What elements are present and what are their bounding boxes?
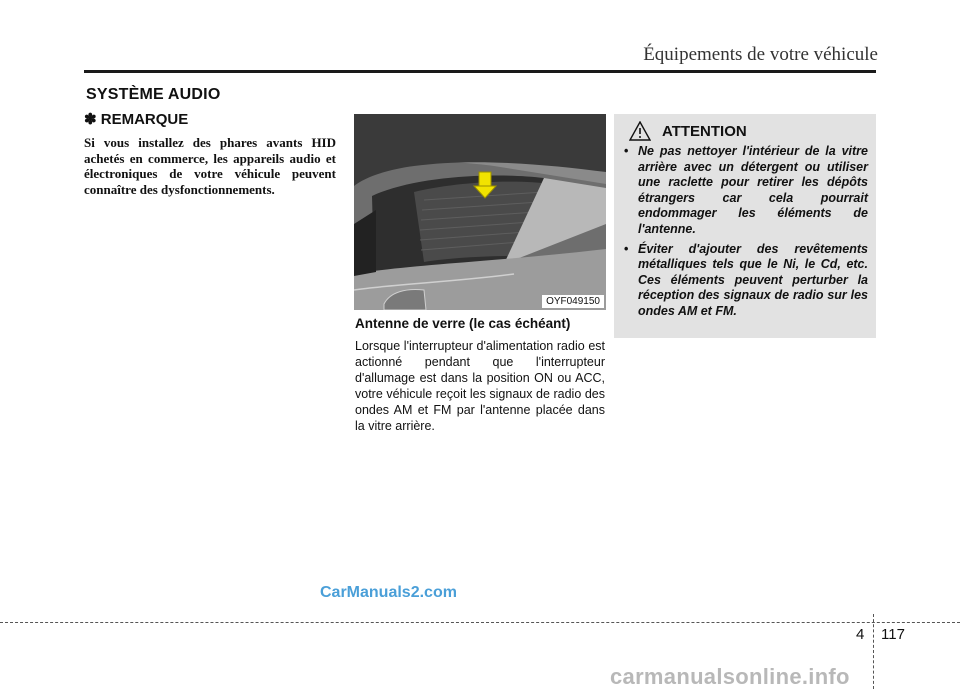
watermark-link[interactable]: CarManuals2.com [320, 584, 457, 601]
bullet-icon: • [624, 144, 629, 158]
site-footer-link[interactable]: carmanualsonline.info [610, 664, 850, 689]
header-rule [84, 70, 876, 73]
page-number: 117 [881, 626, 905, 643]
figure-code: OYF049150 [542, 295, 604, 308]
footer-divider [873, 614, 874, 689]
attention-item [624, 242, 868, 320]
warning-triangle-icon [629, 121, 651, 146]
attention-item [624, 144, 868, 238]
remark-body: Si vous installez des phares avants HID achetés en commerce, les appareils audio et électroniques de votre véhicule peuvent connaître des dysfonctionnements. [84, 135, 336, 197]
bullet-icon: • [624, 241, 629, 256]
footer-rule [0, 622, 960, 623]
car-illustration [354, 114, 606, 310]
chapter-number: 4 [856, 626, 865, 643]
attention-title: ATTENTION [662, 123, 747, 140]
chapter-title: Équipements de votre véhicule [643, 44, 878, 65]
attention-item-text: Éviter d'ajouter des revêtements métalliques tels que le Ni, le Cd, etc. Ces éléments peuvent perturber la réception des signaux de radio sur les ondes AM et FM. [638, 241, 868, 318]
rear-window-figure [354, 114, 606, 310]
attention-box [614, 114, 876, 338]
antenna-body: Lorsque l'interrupteur d'alimentation radio est actionné pendant que l'interrupteur d'allumage est dans la position ON ou ACC, votre véhicule reçoit les signaux de radio des ondes AM et FM par l'antenne placée dans la vitre arrière. [355, 339, 605, 433]
remark-heading: ✽ REMARQUE [84, 111, 189, 128]
attention-item-text: Ne pas nettoyer l'intérieur de la vitre arrière avec un détergent ou utiliser une raclette pour retirer les dépôts étrangers car cela pourrait endommager les éléments de l'antenne. [638, 144, 868, 236]
antenna-heading: Antenne de verre (le cas échéant) [355, 316, 571, 331]
attention-list [624, 144, 868, 324]
section-title: SYSTÈME AUDIO [86, 86, 221, 103]
